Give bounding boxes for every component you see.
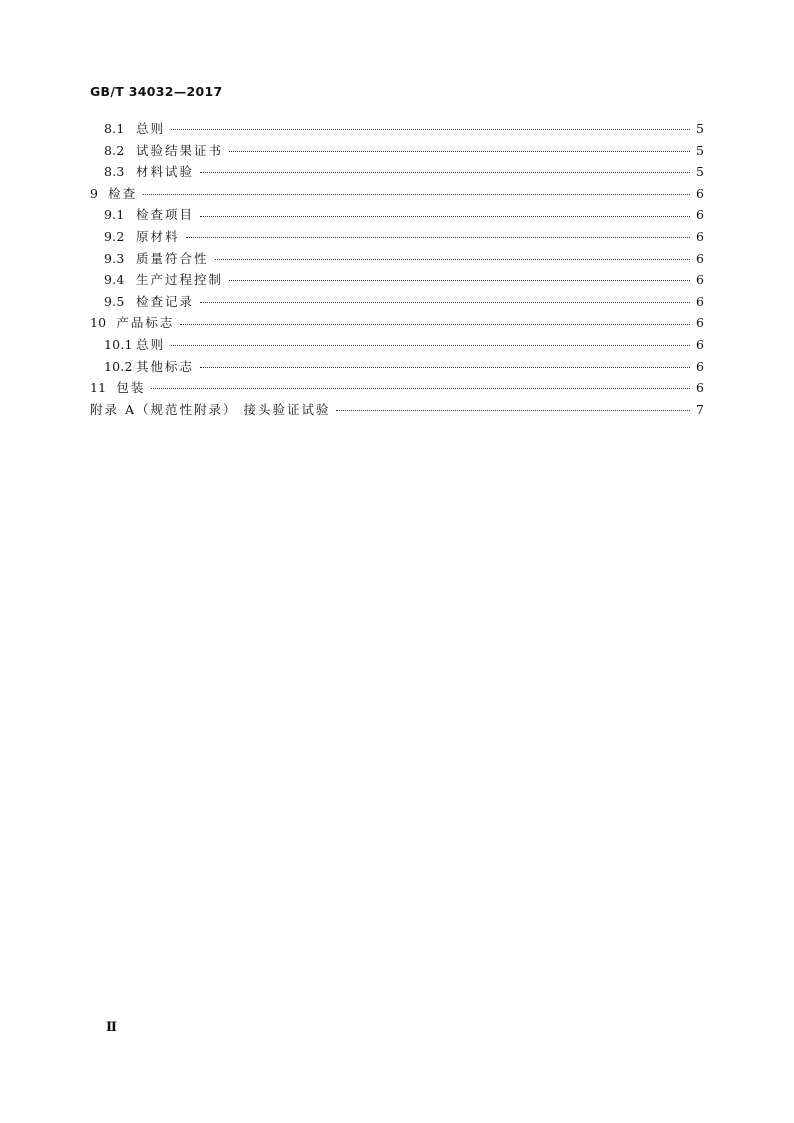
toc-entry-page: 6 xyxy=(696,358,704,374)
page-number-footer: Ⅱ xyxy=(106,1020,117,1035)
toc-leader-dots xyxy=(180,324,690,325)
toc-entry-title: 包装 xyxy=(116,380,146,396)
toc-entry-number: 9.2 xyxy=(104,228,125,244)
toc-entry-page: 6 xyxy=(696,250,704,266)
toc-entry-page: 5 xyxy=(696,164,704,180)
toc-entry[interactable] xyxy=(90,356,704,378)
toc-leader-dots xyxy=(151,388,690,389)
toc-entry-number: 9.4 xyxy=(104,272,125,288)
toc-entry[interactable] xyxy=(90,226,704,248)
toc-entry-number: 10.2 xyxy=(104,358,133,374)
toc-entry-page: 5 xyxy=(696,142,704,158)
toc-entry[interactable] xyxy=(90,248,704,270)
toc-entry-annex[interactable] xyxy=(90,399,704,421)
toc-entry-title: 质量符合性 xyxy=(136,250,209,266)
toc-entry-number: 9.3 xyxy=(104,250,125,266)
toc-entry-page: 6 xyxy=(696,336,704,352)
toc-entry-number: 10 xyxy=(90,315,107,331)
toc-entry[interactable] xyxy=(90,118,704,140)
toc-entry-page: 6 xyxy=(696,380,704,396)
toc-leader-dots xyxy=(200,367,690,368)
toc-leader-dots xyxy=(200,216,690,217)
toc-entry-title: 检查 xyxy=(108,185,138,201)
toc-leader-dots xyxy=(171,345,690,346)
toc-entry-number: 8.2 xyxy=(104,142,125,158)
toc-entry[interactable] xyxy=(90,334,704,356)
toc-entry-number: 8.3 xyxy=(104,164,125,180)
toc-entry-title: 检查记录 xyxy=(136,293,195,309)
toc-leader-dots xyxy=(143,194,690,195)
toc-entry[interactable] xyxy=(90,377,704,399)
table-of-contents xyxy=(90,118,704,420)
toc-leader-dots xyxy=(229,280,690,281)
toc-entry-number: 10.1 xyxy=(104,336,133,352)
toc-entry-title: 试验结果证书 xyxy=(136,142,224,158)
toc-entry-title: 总则 xyxy=(136,336,166,352)
toc-leader-dots xyxy=(200,172,690,173)
toc-entry-page: 6 xyxy=(696,272,704,288)
toc-entry[interactable] xyxy=(90,291,704,313)
toc-entry-title: 附录 A（规范性附录） 接头验证试验 xyxy=(90,401,331,417)
toc-entry-title: 其他标志 xyxy=(136,358,195,374)
toc-entry-page: 7 xyxy=(696,401,704,417)
toc-leader-dots xyxy=(200,302,690,303)
toc-entry[interactable] xyxy=(90,204,704,226)
toc-entry[interactable] xyxy=(90,312,704,334)
toc-entry[interactable] xyxy=(90,161,704,183)
standard-code-header: GB/T 34032—2017 xyxy=(90,84,223,99)
toc-leader-dots xyxy=(171,129,690,130)
toc-entry-title: 原材料 xyxy=(136,228,180,244)
toc-entry-number: 9 xyxy=(90,185,99,201)
toc-entry[interactable] xyxy=(90,140,704,162)
toc-entry-page: 6 xyxy=(696,185,704,201)
toc-entry-title: 总则 xyxy=(136,121,166,136)
toc-entry-title: 检查项目 xyxy=(136,207,195,223)
toc-entry-page: 5 xyxy=(696,121,704,136)
toc-leader-dots xyxy=(215,259,690,260)
toc-entry-number: 8.1 xyxy=(104,121,125,136)
toc-entry[interactable] xyxy=(90,269,704,291)
toc-entry-page: 6 xyxy=(696,207,704,223)
toc-entry[interactable] xyxy=(90,183,704,205)
toc-entry-title: 材料试验 xyxy=(136,164,195,180)
toc-entry-number: 9.1 xyxy=(104,207,125,223)
toc-entry-page: 6 xyxy=(696,228,704,244)
toc-entry-number: 11 xyxy=(90,380,107,396)
toc-leader-dots xyxy=(186,237,690,238)
toc-leader-dots xyxy=(336,410,690,411)
toc-entry-title: 生产过程控制 xyxy=(136,272,224,288)
toc-leader-dots xyxy=(229,151,690,152)
toc-entry-title: 产品标志 xyxy=(116,315,175,331)
toc-entry-page: 6 xyxy=(696,293,704,309)
toc-entry-number: 9.5 xyxy=(104,293,125,309)
toc-entry-page: 6 xyxy=(696,315,704,331)
